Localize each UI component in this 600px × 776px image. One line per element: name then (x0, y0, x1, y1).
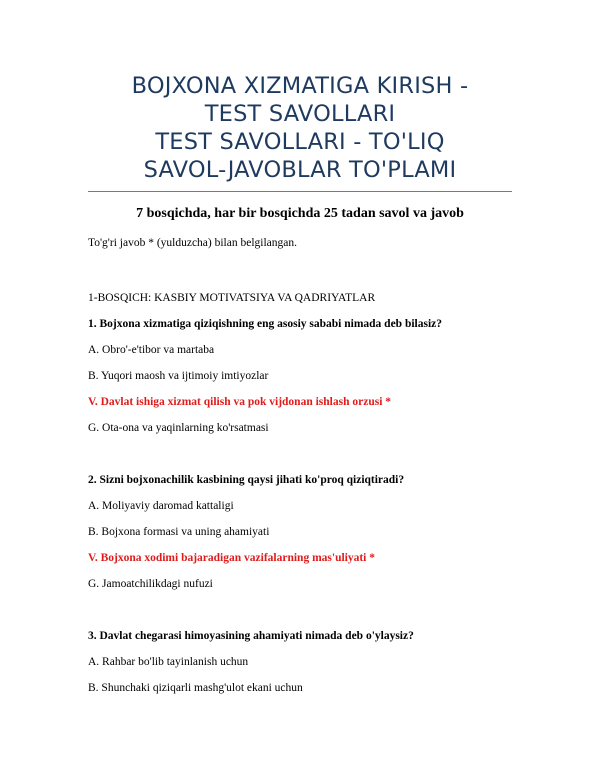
document-title (88, 72, 512, 184)
question-text: 3. Davlat chegarasi himoyasining ahamiyati nimada deb o'ylaysiz? (88, 630, 414, 642)
correct-answer-option: V. Bojxona xodimi bajaradigan vazifalarning mas'uliyati * (88, 552, 376, 564)
answer-option: A. Obro'-e'tibor va martaba (88, 344, 215, 356)
document-subtitle: 7 bosqichda, har bir bosqichda 25 tadan savol va javob (136, 206, 464, 221)
title-divider (88, 191, 512, 192)
answer-option: G. Ota-ona va yaqinlarning ko'rsatmasi (88, 422, 269, 434)
title-line: TEST SAVOLLARI (204, 101, 396, 127)
answer-option: A. Rahbar bo'lib tayinlanish uchun (88, 656, 249, 668)
title-line: SAVOL-JAVOBLAR TO'PLAMI (143, 157, 457, 183)
correct-answer-option: V. Davlat ishiga xizmat qilish va pok vijdonan ishlash orzusi * (88, 396, 392, 408)
answer-option: B. Shunchaki qiziqarli mashg'ulot ekani uchun (88, 682, 303, 694)
title-line: TEST SAVOLLARI - TO'LIQ (155, 129, 445, 155)
title-line: BOJXONA XIZMATIGA KIRISH - (131, 73, 469, 99)
section-heading: 1-BOSQICH: KASBIY MOTIVATSIYA VA QADRIYATLAR (88, 292, 376, 304)
answer-option: B. Yuqori maosh va ijtimoiy imtiyozlar (88, 370, 269, 382)
answer-option: G. Jamoatchilikdagi nufuzi (88, 578, 213, 590)
answer-key-note: To'g'ri javob * (yulduzcha) bilan belgilangan. (88, 237, 297, 249)
answer-option: B. Bojxona formasi va uning ahamiyati (88, 526, 270, 538)
question-text: 2. Sizni bojxonachilik kasbining qaysi jihati ko'proq qiziqtiradi? (88, 474, 405, 486)
question-text: 1. Bojxona xizmatiga qiziqishning eng asosiy sababi nimada deb bilasiz? (88, 318, 443, 330)
answer-option: A. Moliyaviy daromad kattaligi (88, 500, 234, 512)
